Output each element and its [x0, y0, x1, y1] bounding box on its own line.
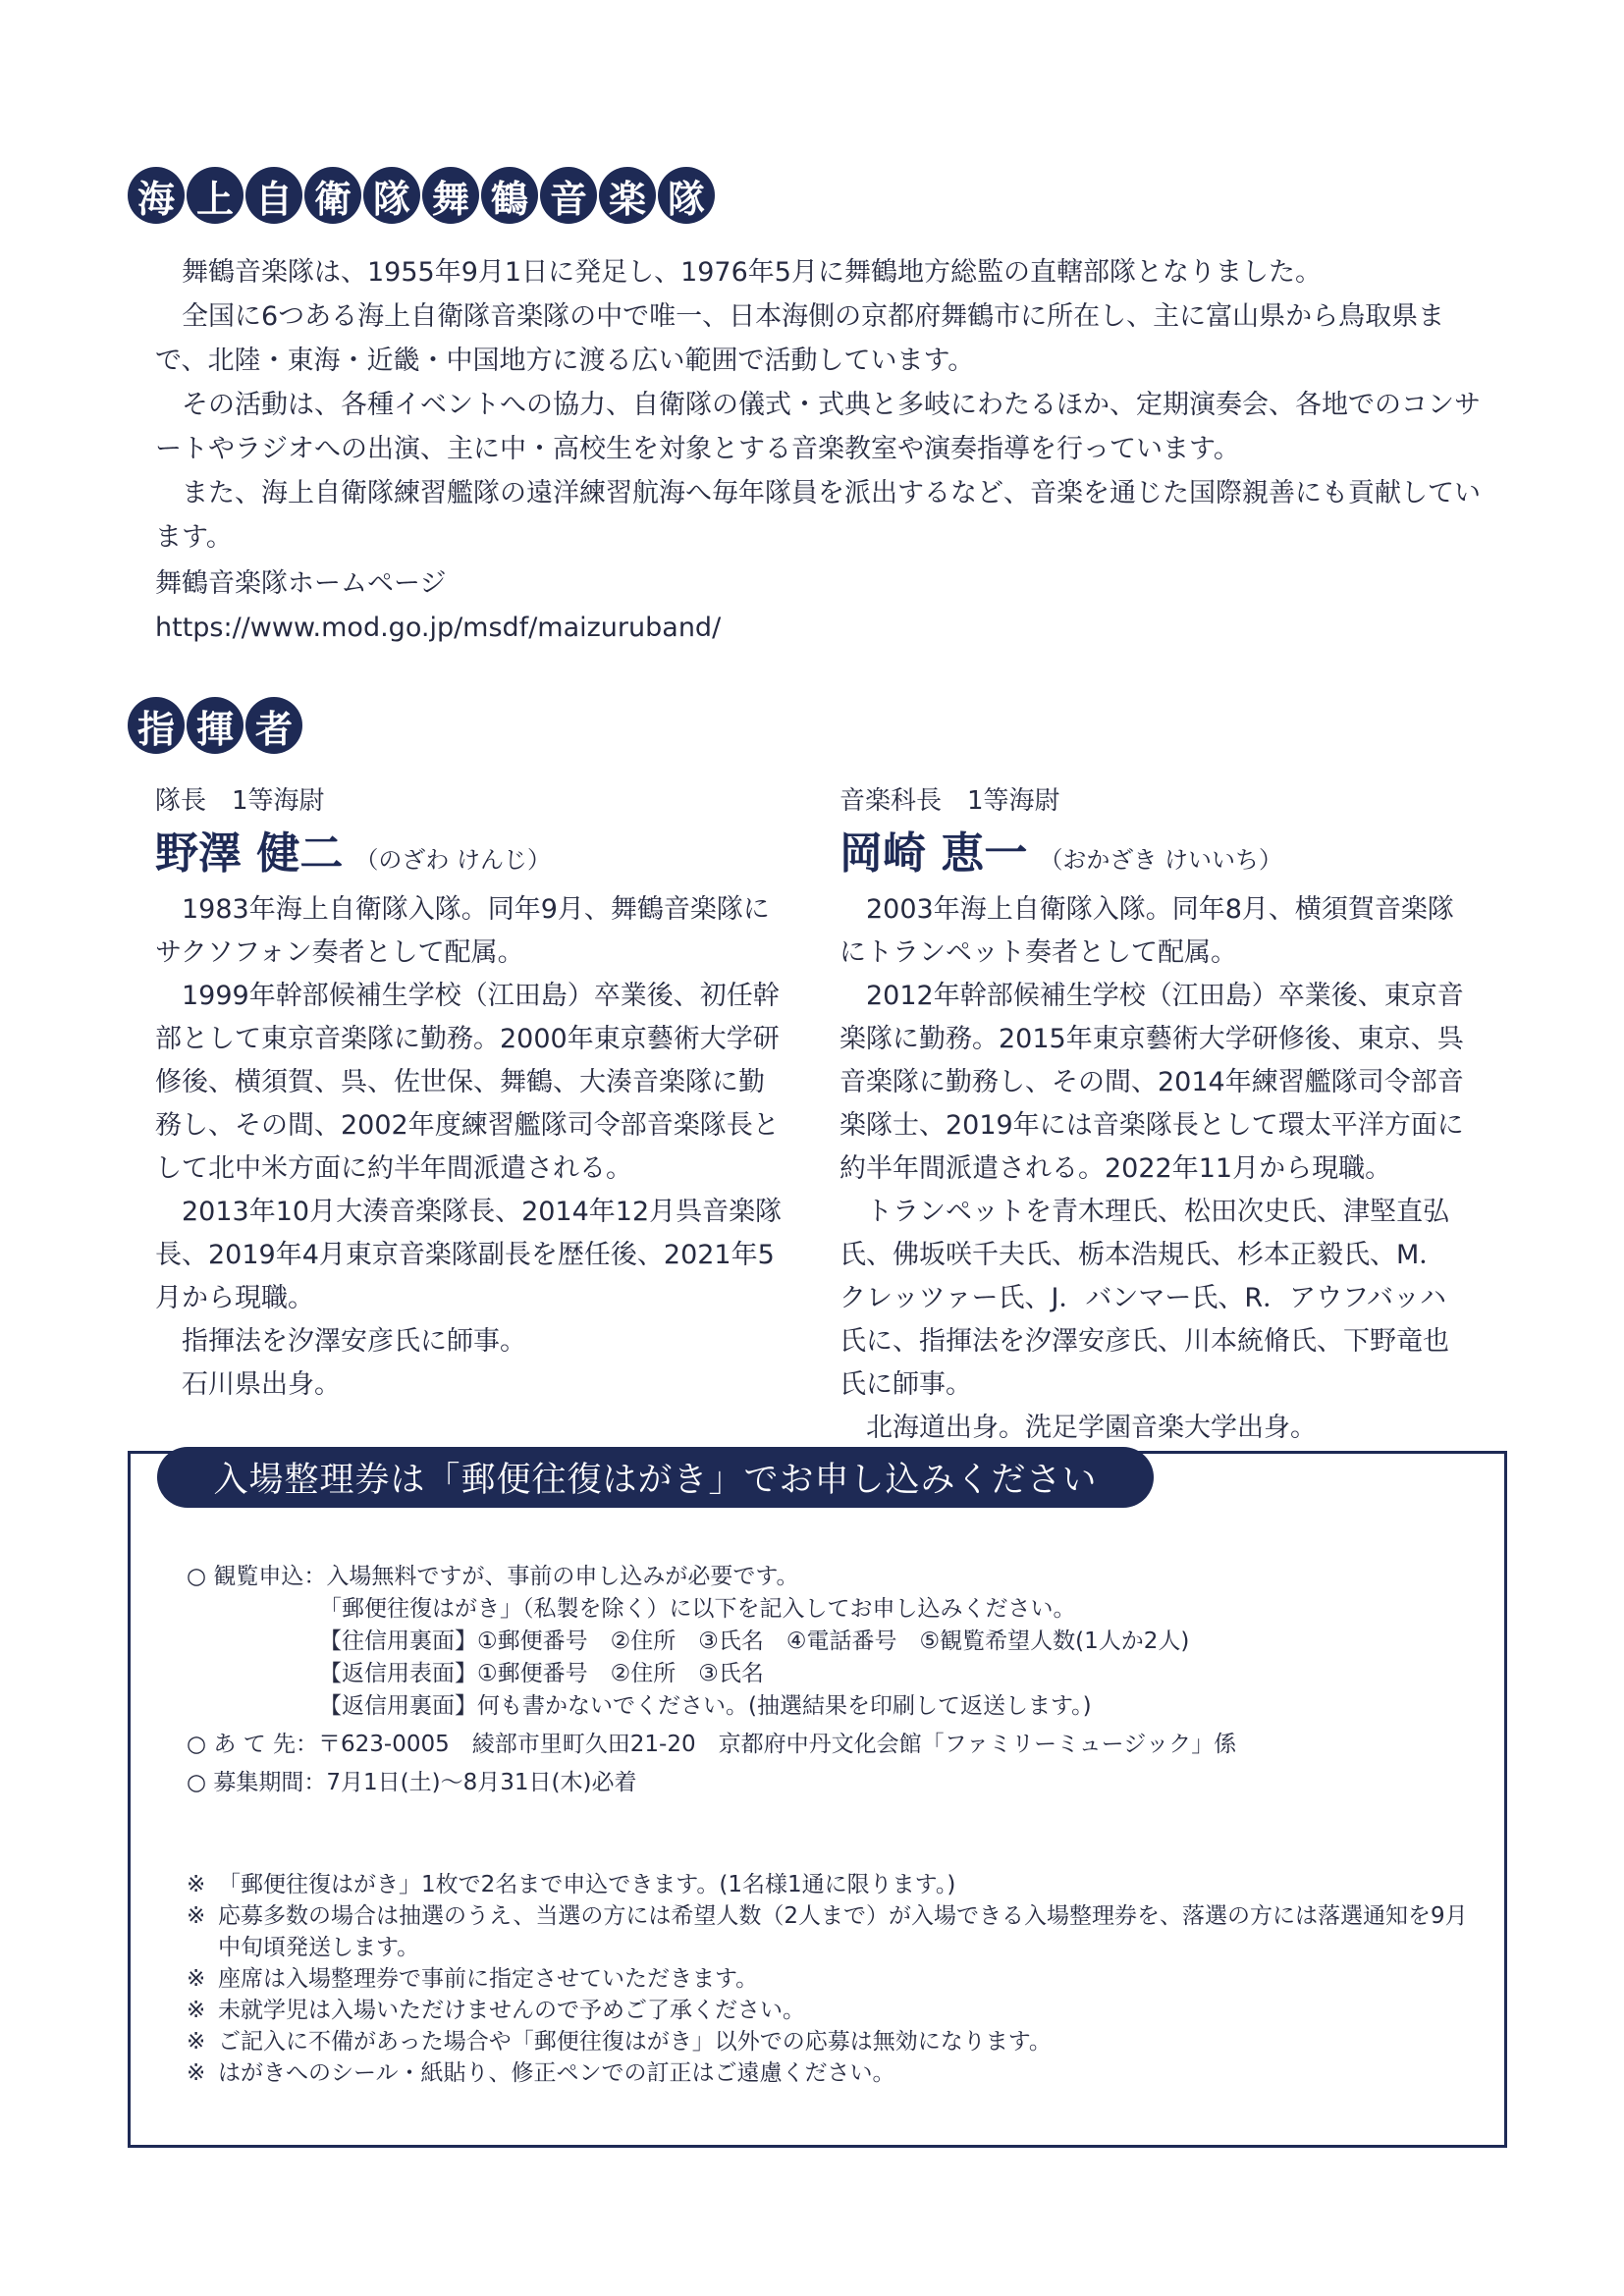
conductor2-bio — [839, 888, 1468, 1450]
conductor1-role: 隊長 1等海尉 — [155, 786, 325, 816]
conductor2-name-block — [839, 818, 1282, 881]
title-char: 海 — [128, 167, 185, 224]
conductor1-bio — [155, 888, 784, 1407]
title-char: 指 — [128, 697, 185, 754]
note-text: ご記入に不備があった場合や「郵便往復はがき」以外での応募は無効になります。 — [218, 2029, 1052, 2055]
paragraph: 1999年幹部候補生学校（江田島）卒業後、初任幹部として東京音楽隊に勤務。2000年東京藝術大学研修後、横須賀、呉、佐世保、舞鶴、大湊音楽隊に勤務し、その間、2002年度練習艦隊司令部音楽隊長として北中米方面に約半年間派遣される。 — [155, 981, 780, 1184]
paragraph: また、海上自衛隊練習艦隊の遠洋練習航海へ毎年隊員を派出するなど、音楽を通じた国際親善にも貢献しています。 — [155, 478, 1481, 553]
paragraph: 石川県出身。 — [182, 1369, 341, 1400]
title-char: 衛 — [304, 167, 361, 224]
viewing-text: 入場無料ですが、事前の申し込みが必要です。 — [326, 1564, 799, 1589]
note-mark: ※ — [187, 2060, 206, 2086]
conductor1-name: 野澤 健二 — [155, 828, 344, 879]
title-char: 自 — [245, 167, 302, 224]
note-item — [187, 2026, 1473, 2057]
notes-list — [187, 1869, 1473, 2089]
homepage-link[interactable]: https://www.mod.go.jp/msdf/maizuruband/ — [155, 613, 722, 643]
title-char: 上 — [187, 167, 244, 224]
address-label: ○ あ て 先： — [187, 1732, 319, 1757]
conductor1-reading: （のざわ けんじ） — [354, 846, 551, 874]
homepage-label: 舞鶴音楽隊ホームページ — [155, 568, 447, 599]
application-title: 入場整理券は「郵便往復はがき」でお申し込みください — [157, 1447, 1154, 1508]
title-char: 音 — [540, 167, 597, 224]
note-item — [187, 1963, 1473, 1995]
paragraph: 1983年海上自衛隊入隊。同年9月、舞鶴音楽隊にサクソフォン奏者として配属。 — [155, 894, 770, 968]
period-line — [187, 1767, 1236, 1799]
band-description — [155, 250, 1486, 560]
conductor1-name-block — [155, 818, 551, 881]
note-mark: ※ — [187, 1998, 206, 2023]
section-title-conductors — [128, 697, 304, 754]
title-char: 者 — [245, 697, 302, 754]
note-item — [187, 2057, 1473, 2089]
paragraph: トランペットを青木理氏、松田次史氏、津堅直弘氏、佛坂咲千夫氏、栃本浩規氏、杉本正毅氏、M．クレッツァー氏、J．バンマー氏、R．アウフバッハ氏に、指揮法を汐澤安彦氏、川本統脩氏、下野竜也氏に師事。 — [839, 1197, 1449, 1400]
note-mark: ※ — [187, 2029, 206, 2055]
period-label: ○ 募集期間： — [187, 1770, 327, 1795]
paragraph: 北海道出身。洗足学園音楽大学出身。 — [866, 1413, 1317, 1443]
instruction-line: 【往信用裏面】①郵便番号 ②住所 ③氏名 ④電話番号 ⑤観覧希望人数(1人か2人) — [319, 1629, 1190, 1654]
note-item — [187, 1869, 1473, 1900]
note-item — [187, 1900, 1473, 1963]
paragraph: 2012年幹部候補生学校（江田島）卒業後、東京音楽隊に勤務。2015年東京藝術大学研修後、東京、呉音楽隊に勤務し、その間、2014年練習艦隊司令部音楽隊士、2019年には音楽隊長として環太平洋方面に約半年間派遣される。2022年11月から現職。 — [839, 981, 1464, 1184]
conductor2-role: 音楽科長 1等海尉 — [839, 786, 1060, 816]
note-text: 応募多数の場合は抽選のうえ、当選の方には希望人数（2人まで）が入場できる入場整理券を、落選の方には落選通知を9月中旬頃発送します。 — [218, 1903, 1468, 1960]
note-text: 未就学児は入場いただけませんので予めご了承ください。 — [218, 1998, 805, 2023]
title-char: 舞 — [422, 167, 479, 224]
title-char: 楽 — [599, 167, 656, 224]
period-text: 7月1日(土)～8月31日(木)必着 — [326, 1770, 637, 1795]
application-details — [187, 1561, 1236, 1799]
paragraph: 指揮法を汐澤安彦氏に師事。 — [182, 1326, 526, 1357]
title-char: 隊 — [363, 167, 420, 224]
section-title-maizuru-band — [128, 167, 717, 224]
viewing-line — [187, 1561, 1236, 1593]
paragraph: 2013年10月大湊音楽隊長、2014年12月呉音楽隊長、2019年4月東京音楽隊副長を歴任後、2021年5月から現職。 — [155, 1197, 783, 1313]
note-mark: ※ — [187, 1966, 206, 1992]
viewing-label: ○ 観覧申込： — [187, 1564, 327, 1589]
address-text: 〒623-0005 綾部市里町久田21-20 京都府中丹文化会館「ファミリーミュージック」係 — [318, 1732, 1237, 1757]
note-text: はがきへのシール・紙貼り、修正ペンでの訂正はご遠慮ください。 — [218, 2060, 895, 2086]
paragraph: 2003年海上自衛隊入隊。同年8月、横須賀音楽隊にトランペット奏者として配属。 — [839, 894, 1454, 968]
note-mark: ※ — [187, 1872, 206, 1897]
instruction-line: 【返信用裏面】何も書かないでください。(抽選結果を印刷して返送します。) — [319, 1693, 1092, 1719]
title-char: 鶴 — [481, 167, 538, 224]
conductor2-name: 岡崎 恵一 — [839, 828, 1028, 879]
paragraph: 舞鶴音楽隊は、1955年9月1日に発足し、1976年5月に舞鶴地方総監の直轄部隊となりました。 — [182, 257, 1322, 288]
note-mark: ※ — [187, 1903, 206, 1929]
note-text: 座席は入場整理券で事前に指定させていただきます。 — [218, 1966, 759, 1992]
title-char: 隊 — [658, 167, 715, 224]
instruction-line: 【返信用表面】①郵便番号 ②住所 ③氏名 — [319, 1661, 764, 1686]
note-item — [187, 1995, 1473, 2026]
instruction-line: 「郵便往復はがき」（私製を除く）に以下を記入してお申し込みください。 — [319, 1596, 1076, 1622]
note-text: 「郵便往復はがき」1枚で2名まで申込できます。(1名様1通に限ります。) — [218, 1872, 956, 1897]
address-line — [187, 1729, 1236, 1761]
conductor2-reading: （おかざき けいいち） — [1039, 846, 1282, 874]
paragraph: その活動は、各種イベントへの協力、自衛隊の儀式・式典と多岐にわたるほか、定期演奏会、各地でのコンサートやラジオへの出演、主に中・高校生を対象とする音楽教室や演奏指導を行っています。 — [155, 390, 1481, 464]
title-char: 揮 — [187, 697, 244, 754]
paragraph: 全国に6つある海上自衛隊音楽隊の中で唯一、日本海側の京都府舞鶴市に所在し、主に富山県から鳥取県まで、北陸・東海・近畿・中国地方に渡る広い範囲で活動しています。 — [155, 301, 1445, 376]
